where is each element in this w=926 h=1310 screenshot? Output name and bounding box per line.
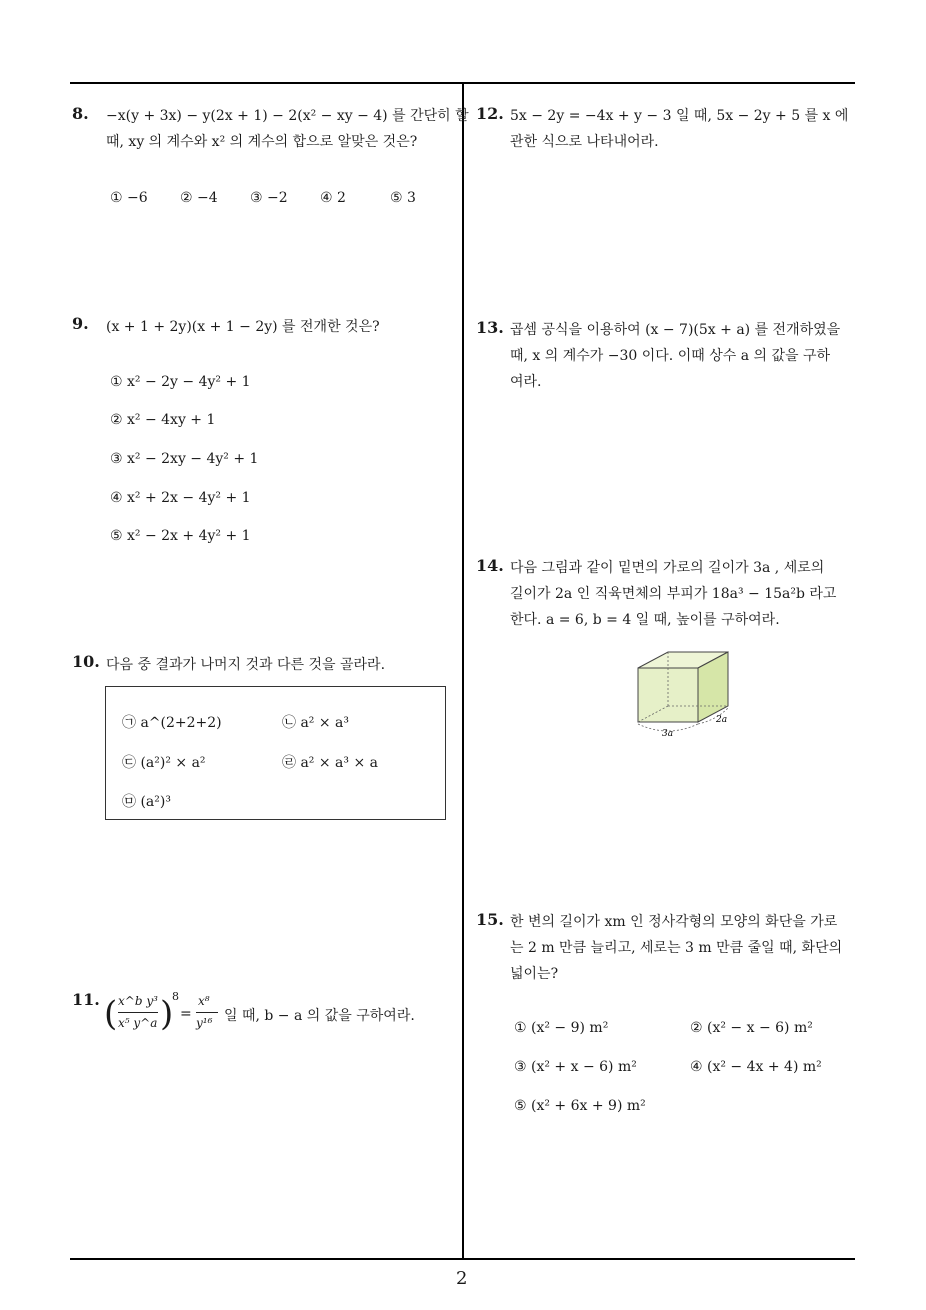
page-number: 2 [456, 1268, 468, 1289]
fraction-2-bar [196, 1012, 218, 1013]
column-divider [462, 82, 464, 1259]
question-13-text-line3: 여라. [510, 374, 542, 390]
question-8-option-1[interactable]: ① −6 [110, 190, 148, 206]
question-11-number: 11. [72, 990, 100, 1009]
left-paren: ( [104, 994, 118, 1034]
question-10-option-d[interactable]: ㉣ a² × a³ × a [282, 755, 378, 771]
question-8-option-5[interactable]: ⑤ 3 [390, 190, 416, 206]
question-9-option-2[interactable]: ② x² − 4xy + 1 [110, 412, 216, 428]
question-10-option-a[interactable]: ㉠ a^(2+2+2) [122, 715, 222, 731]
question-14-number: 14. [476, 556, 504, 575]
exponent: 8 [172, 990, 179, 1003]
fraction-1-numerator: x^b y³ [118, 994, 158, 1008]
question-12-text-line1: 5x − 2y = −4x + y − 3 일 때, 5x − 2y + 5 를 x 에 [510, 108, 849, 124]
question-8-option-2[interactable]: ② −4 [180, 190, 218, 206]
cuboid-figure [630, 646, 740, 742]
fraction-1-bar [118, 1012, 158, 1013]
bottom-rule [70, 1258, 855, 1260]
question-14-text-line3: 한다. a = 6, b = 4 일 때, 높이를 구하여라. [510, 612, 780, 628]
question-9-text-line1: (x + 1 + 2y)(x + 1 − 2y) 를 전개한 것은? [106, 319, 380, 335]
depth-label: 2a [716, 715, 728, 725]
question-15-option-5[interactable]: ⑤ (x² + 6x + 9) m² [514, 1098, 646, 1114]
fraction-2-numerator: x⁸ [198, 994, 210, 1008]
question-9-option-1[interactable]: ① x² − 2y − 4y² + 1 [110, 374, 251, 390]
question-9-number: 9. [72, 314, 89, 333]
fraction-2-denominator: y¹⁶ [196, 1016, 213, 1030]
question-10-text-line1: 다음 중 결과가 나머지 것과 다른 것을 골라라. [106, 657, 386, 673]
question-15-option-1[interactable]: ① (x² − 9) m² [514, 1020, 609, 1036]
question-15-option-3[interactable]: ③ (x² + x − 6) m² [514, 1059, 637, 1075]
question-11-expression [104, 992, 444, 1042]
question-15-text-line1: 한 변의 길이가 xm 인 정사각형의 모양의 화단을 가로 [510, 914, 838, 930]
question-10-option-e[interactable]: ㉤ (a²)³ [122, 794, 171, 810]
question-13-text-line2: 때, x 의 계수가 −30 이다. 이때 상수 a 의 값을 구하 [510, 348, 831, 364]
question-9-option-5[interactable]: ⑤ x² − 2x + 4y² + 1 [110, 528, 251, 544]
question-15-text-line3: 넓이는? [510, 966, 559, 982]
question-8-number: 8. [72, 104, 89, 123]
question-15-option-2[interactable]: ② (x² − x − 6) m² [690, 1020, 813, 1036]
question-11-tail: 일 때, b − a 의 값을 구하여라. [224, 1008, 415, 1024]
question-12-number: 12. [476, 104, 504, 123]
question-8-option-4[interactable]: ④ 2 [320, 190, 346, 206]
question-14-text-line1: 다음 그림과 같이 밑면의 가로의 길이가 3a , 세로의 [510, 560, 825, 576]
question-13-text-line1: 곱셈 공식을 이용하여 (x − 7)(5x + a) 를 전개하였을 [510, 322, 841, 338]
right-paren: ) [160, 994, 174, 1034]
question-8-text-line2: 때, xy 의 계수와 x² 의 계수의 합으로 알맞은 것은? [106, 134, 418, 150]
equals-sign: = [180, 1006, 192, 1022]
question-13-number: 13. [476, 318, 504, 337]
question-10-option-b[interactable]: ㉡ a² × a³ [282, 715, 349, 731]
question-15-option-4[interactable]: ④ (x² − 4x + 4) m² [690, 1059, 822, 1075]
question-15-number: 15. [476, 910, 504, 929]
fraction-1-denominator: x⁵ y^a [118, 1016, 158, 1030]
question-14-text-line2: 길이가 2a 인 직육면체의 부피가 18a³ − 15a²b 라고 [510, 586, 837, 602]
question-15-text-line2: 는 2 m 만큼 늘리고, 세로는 3 m 만큼 줄일 때, 화단의 [510, 940, 843, 956]
question-9-option-4[interactable]: ④ x² + 2x − 4y² + 1 [110, 490, 251, 506]
question-9-option-3[interactable]: ③ x² − 2xy − 4y² + 1 [110, 451, 259, 467]
question-8-option-3[interactable]: ③ −2 [250, 190, 288, 206]
question-8-text-line1: −x(y + 3x) − y(2x + 1) − 2(x² − xy − 4) 를 간단히 할 [106, 108, 469, 124]
width-label: 3a [662, 729, 674, 739]
question-10-option-c[interactable]: ㉢ (a²)² × a² [122, 755, 206, 771]
question-10-number: 10. [72, 652, 100, 671]
question-12-text-line2: 관한 식으로 나타내어라. [510, 134, 659, 150]
